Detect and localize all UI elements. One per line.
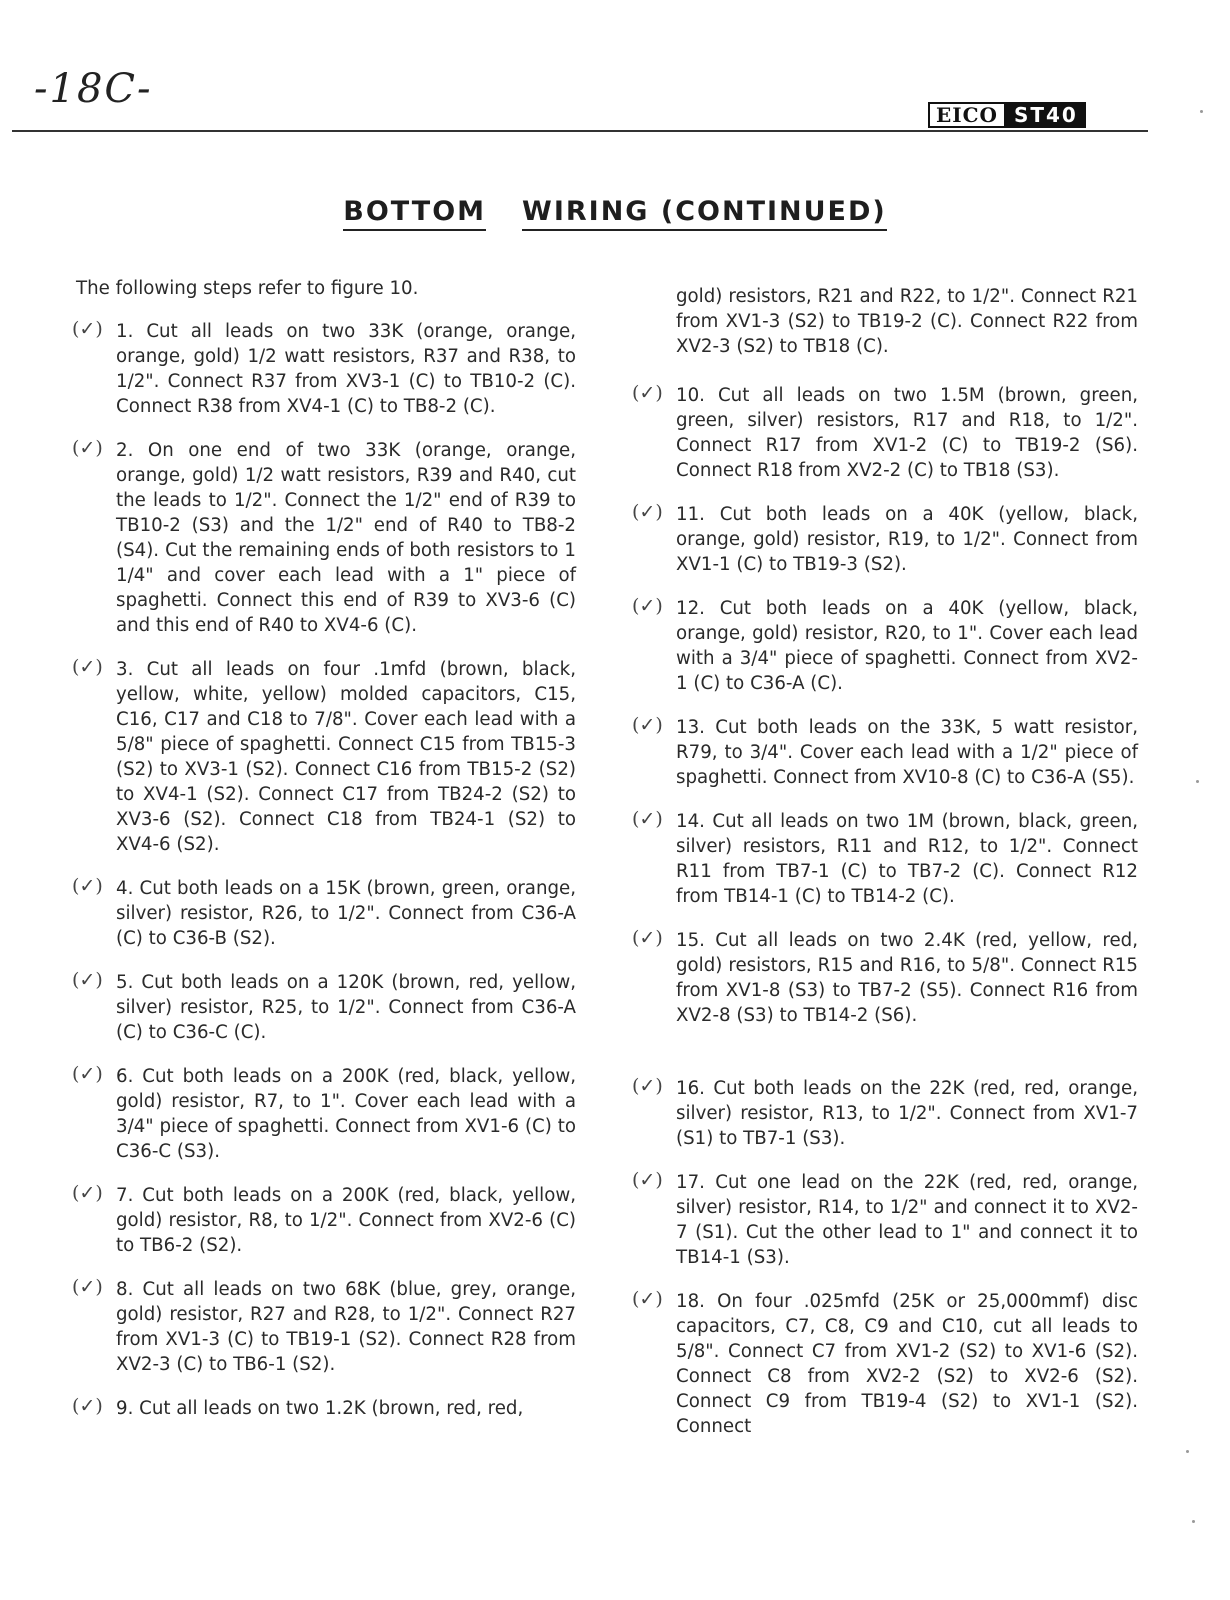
step-text: 17. Cut one lead on the 22K (red, red, orange, silver) resistor, R14, to 1/2" and connect it to XV2-7 (S1). Cut the other lead to 1" and connect it to TB14-1 (S3). bbox=[676, 1172, 1138, 1268]
step-13 bbox=[632, 715, 1138, 790]
checkbox-icon: (✓) bbox=[72, 1395, 103, 1417]
checkbox-icon: (✓) bbox=[632, 501, 663, 523]
step-15 bbox=[632, 928, 1138, 1028]
checkbox-icon: (✓) bbox=[72, 875, 103, 897]
logo-model: ST40 bbox=[1006, 102, 1086, 128]
step-9 bbox=[72, 1396, 576, 1421]
step-text: 10. Cut all leads on two 1.5M (brown, green, green, silver) resistors, R17 and R18, to 1/2". Connect R17 from XV1-2 (C) to TB19-2 (S6). Connect R18 from XV2-2 (C) to TB18 (S3). bbox=[676, 385, 1138, 481]
step-text: 1. Cut all leads on two 33K (orange, orange, orange, gold) 1/2 watt resistors, R37 and R38, to 1/2". Connect R37 from XV3-1 (C) to TB10-2 (C). Connect R38 from XV4-1 (C) to TB8-2 (C). bbox=[116, 321, 576, 417]
checkbox-icon: (✓) bbox=[632, 382, 663, 404]
title-part-1: BOTTOM bbox=[343, 196, 486, 231]
step-text: 16. Cut both leads on the 22K (red, red, orange, silver) resistor, R13, to 1/2". Connect from XV1-7 (S1) to TB7-1 (S3). bbox=[676, 1078, 1138, 1149]
checkbox-icon: (✓) bbox=[632, 1075, 663, 1097]
step-text: 14. Cut all leads on two 1M (brown, black, green, silver) resistors, R11 and R12, to 1/2". Connect R11 from TB7-1 (C) to TB7-2 (C). Connect R12 from TB14-1 (C) to TB14-2 (C). bbox=[676, 811, 1138, 907]
checkbox-icon: (✓) bbox=[72, 437, 103, 459]
step-2 bbox=[72, 438, 576, 638]
checkbox-icon: (✓) bbox=[632, 1169, 663, 1191]
step-18 bbox=[632, 1289, 1138, 1439]
title-part-2: WIRING (CONTINUED) bbox=[522, 196, 887, 231]
step-10 bbox=[632, 383, 1138, 483]
checkbox-icon: (✓) bbox=[632, 595, 663, 617]
checkbox-icon: (✓) bbox=[72, 1182, 103, 1204]
scan-speck bbox=[1196, 780, 1199, 783]
step-3 bbox=[72, 657, 576, 857]
checkbox-icon: (✓) bbox=[632, 714, 663, 736]
page-number-handwritten: -18C- bbox=[34, 66, 153, 112]
step-7 bbox=[72, 1183, 576, 1258]
step-text: 11. Cut both leads on a 40K (yellow, black, orange, gold) resistor, R19, to 1/2". Connect from XV1-1 (C) to TB19-3 (S2). bbox=[676, 504, 1138, 575]
scan-speck bbox=[1192, 1520, 1195, 1523]
step-17 bbox=[632, 1170, 1138, 1270]
left-column bbox=[72, 276, 576, 1440]
step-4 bbox=[72, 876, 576, 951]
brand-logo bbox=[928, 102, 1086, 128]
step-text: 18. On four .025mfd (25K or 25,000mmf) disc capacitors, C7, C8, C9 and C10, cut all leads to 5/8". Connect C7 from XV1-2 (S2) to XV1-6 (S2). Connect C8 from XV2-2 (S2) to XV2-6 (S2). Connect C9 from TB19-4 (S2) to XV1-1 (S2). Connect bbox=[676, 1291, 1138, 1437]
checkbox-icon: (✓) bbox=[632, 1288, 663, 1310]
right-column bbox=[632, 284, 1138, 1458]
step-6 bbox=[72, 1064, 576, 1164]
step-text: 3. Cut all leads on four .1mfd (brown, black, yellow, white, yellow) molded capacitors, C15, C16, C17 and C18 to 7/8". Cover each lead with a 5/8" piece of spaghetti. Connect C15 from TB15-3 (S2) to XV3-1 (S2). Connect C16 from TB15-2 (S2) to XV4-1 (S2). Connect C17 from TB24-2 (S2) to XV3-6 (S2). Connect C18 from TB24-1 (S2) to XV4-6 (S2). bbox=[116, 659, 576, 855]
step-8 bbox=[72, 1277, 576, 1377]
scan-speck bbox=[1186, 1450, 1189, 1453]
checkbox-icon: (✓) bbox=[72, 969, 103, 991]
step-text: 15. Cut all leads on two 2.4K (red, yellow, red, gold) resistors, R15 and R16, to 5/8". Connect R15 from XV1-8 (S3) to TB7-2 (S5). Connect R16 from XV2-8 (S3) to TB14-2 (S6). bbox=[676, 930, 1138, 1026]
step-14 bbox=[632, 809, 1138, 909]
step-text: 12. Cut both leads on a 40K (yellow, black, orange, gold) resistor, R20, to 1". Cover each lead with a 3/4" piece of spaghetti. Connect from XV2-1 (C) to C36-A (C). bbox=[676, 598, 1138, 694]
step-text: 4. Cut both leads on a 15K (brown, green, orange, silver) resistor, R26, to 1/2". Connect from C36-A (C) to C36-B (S2). bbox=[116, 878, 576, 949]
step-1 bbox=[72, 319, 576, 419]
step-11 bbox=[632, 502, 1138, 577]
step-text: 7. Cut both leads on a 200K (red, black, yellow, gold) resistor, R8, to 1/2". Connect from XV2-6 (C) to TB6-2 (S2). bbox=[116, 1185, 576, 1256]
step-text: 8. Cut all leads on two 68K (blue, grey, orange, gold) resistor, R27 and R28, to 1/2". Connect R27 from XV1-3 (C) to TB19-1 (S2). Connect R28 from XV2-3 (C) to TB6-1 (S2). bbox=[116, 1279, 576, 1375]
checkbox-icon: (✓) bbox=[72, 656, 103, 678]
step-text: 9. Cut all leads on two 1.2K (brown, red, red, bbox=[116, 1398, 524, 1419]
step-16 bbox=[632, 1076, 1138, 1151]
checkbox-icon: (✓) bbox=[632, 808, 663, 830]
step-9-continued: gold) resistors, R21 and R22, to 1/2". Connect R21 from XV1-3 (S2) to TB19-2 (C). Connect R22 from XV2-3 (S2) to TB18 (C). bbox=[676, 286, 1138, 357]
intro-text: The following steps refer to figure 10. bbox=[76, 278, 419, 299]
header-rule bbox=[12, 130, 1148, 132]
step-text: 5. Cut both leads on a 120K (brown, red, yellow, silver) resistor, R25, to 1/2". Connect from C36-A (C) to C36-C (C). bbox=[116, 972, 576, 1043]
step-text: 2. On one end of two 33K (orange, orange, orange, gold) 1/2 watt resistors, R39 and R40, cut the leads to 1/2". Connect the 1/2" end of R39 to TB10-2 (S3) and the 1/2" end of R40 to TB8-2 (S4). Cut the remaining ends of both resistors to 1 1/4" and cover each lead with a 1" piece of spaghetti. Connect this end of R39 to XV3-6 (C) and this end of R40 to XV4-6 (C). bbox=[116, 440, 576, 636]
step-12 bbox=[632, 596, 1138, 696]
checkbox-icon: (✓) bbox=[72, 318, 103, 340]
checkbox-icon: (✓) bbox=[72, 1276, 103, 1298]
scan-speck bbox=[1200, 110, 1203, 113]
page-title bbox=[0, 196, 1230, 227]
step-text: 13. Cut both leads on the 33K, 5 watt resistor, R79, to 3/4". Cover each lead with a 1/2" piece of spaghetti. Connect from XV10-8 (C) to C36-A (S5). bbox=[676, 717, 1138, 788]
step-5 bbox=[72, 970, 576, 1045]
checkbox-icon: (✓) bbox=[632, 927, 663, 949]
logo-eico: EICO bbox=[928, 102, 1006, 128]
checkbox-icon: (✓) bbox=[72, 1063, 103, 1085]
step-text: 6. Cut both leads on a 200K (red, black, yellow, gold) resistor, R7, to 1". Cover each lead with a 3/4" piece of spaghetti. Connect from XV1-6 (C) to C36-C (S3). bbox=[116, 1066, 576, 1162]
